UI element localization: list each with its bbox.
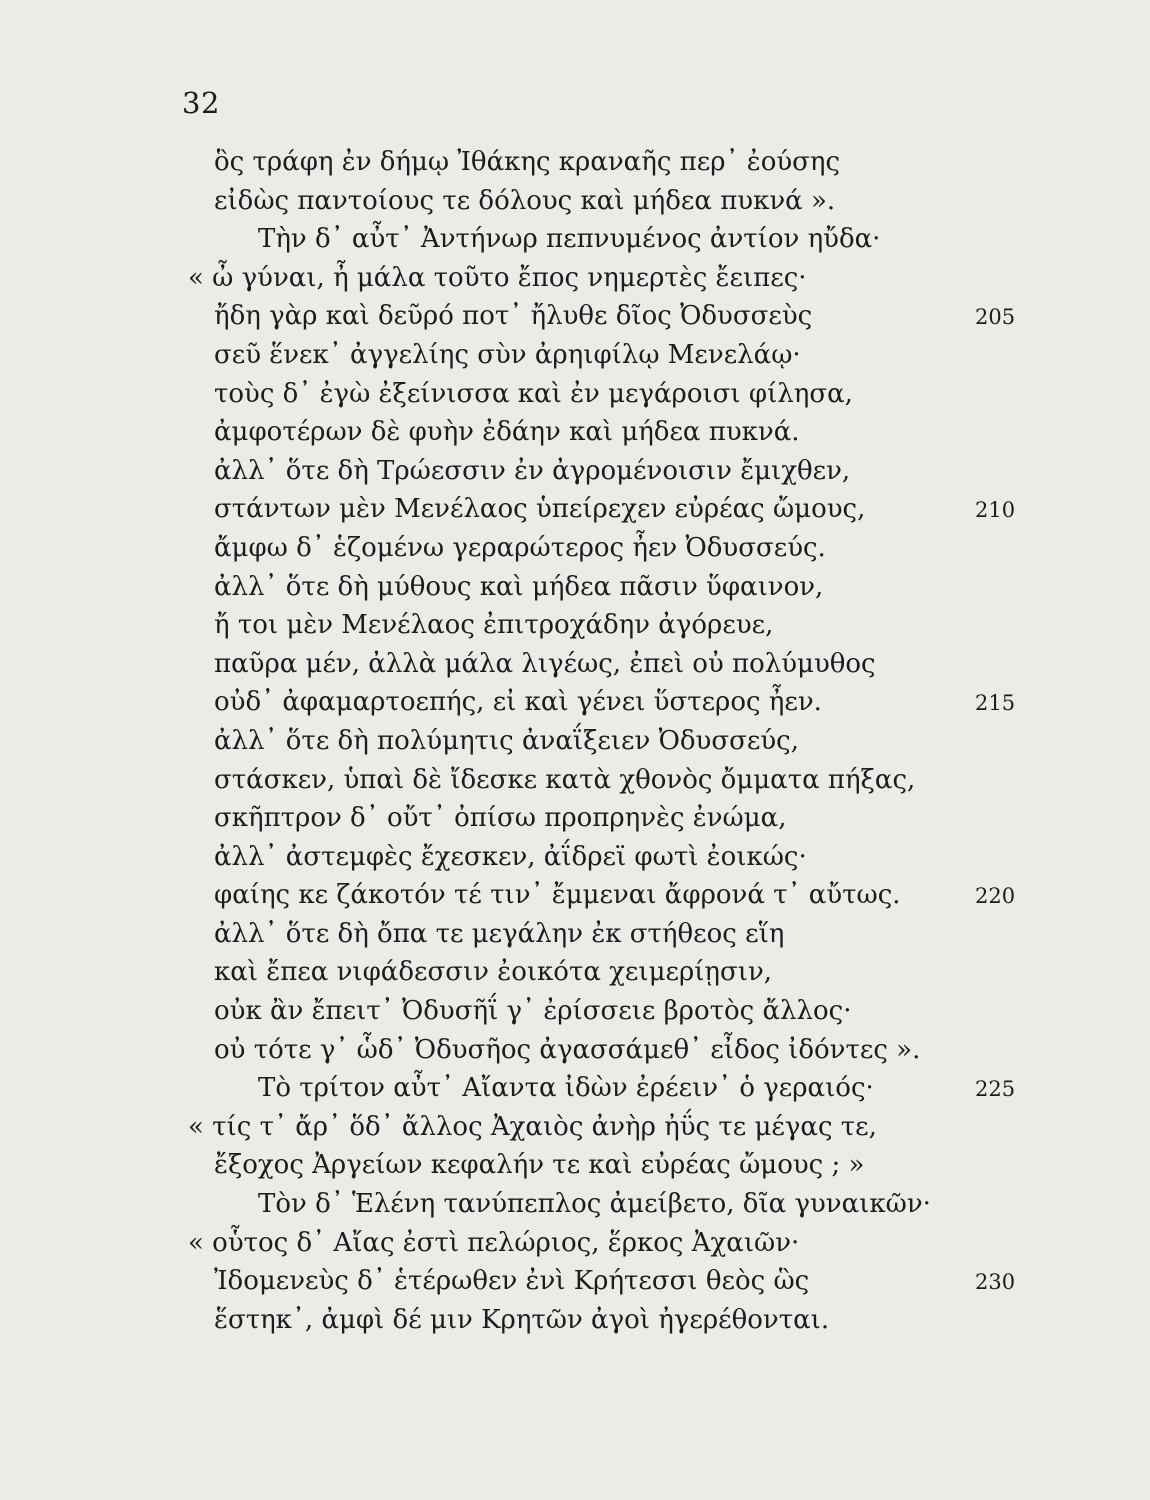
verse-line: [0, 182, 1150, 221]
verse-line: [0, 568, 1150, 607]
line-number: 210: [975, 498, 1016, 523]
verse-line: [0, 1146, 1150, 1185]
line-number: 225: [975, 1077, 1016, 1102]
verse-line: [0, 1108, 1150, 1147]
verse-text: ὃς τράφη ἐν δήμῳ Ἰθάκης κραναῆς περ᾽ ἐούσης: [214, 147, 841, 177]
verse-text: ἤδη γὰρ καὶ δεῦρό ποτ᾽ ἤλυθε δῖος Ὀδυσσεὺς: [214, 301, 813, 332]
verse-text: οὐδ᾽ ἀφαμαρτοεπής, εἰ καὶ γένει ὕστερος ἦεν.: [214, 687, 822, 718]
verse-text: σεῦ ἕνεκ᾽ ἀγγελίης σὺν ἀρηιφίλῳ Μενελάῳ·: [214, 339, 801, 370]
verse-line: [0, 876, 1150, 915]
verse-text: ἤ τοι μὲν Μενέλαος ἐπιτροχάδην ἀγόρευε,: [214, 610, 774, 641]
verse-line: [0, 761, 1150, 800]
verse-text: σκῆπτρον δ᾽ οὔτ᾽ ὀπίσω προπρηνὲς ἐνώμα,: [214, 803, 787, 834]
verse-text: καὶ ἔπεα νιφάδεσσιν ἐοικότα χειμερίῃσιν,: [214, 957, 773, 988]
verse-line: [0, 143, 1150, 182]
verse-text: παῦρα μέν, ἀλλὰ μάλα λιγέως, ἐπεὶ οὐ πολύμυθος: [214, 648, 876, 679]
verse-text: ἀλλ᾽ ὅτε δὴ Τρώεσσιν ἐν ἀγρομένοισιν ἔμιχθεν,: [214, 455, 851, 486]
verse-text: Τὴν δ᾽ αὖτ᾽ Ἀντήνωρ πεπνυμένος ἀντίον ηὔδα·: [258, 224, 881, 255]
verse-text: στάντων μὲν Μενέλαος ὑπείρεχεν εὐρέας ὤμους,: [214, 494, 866, 525]
verse-line: [0, 297, 1150, 336]
verse-line: [0, 1185, 1150, 1224]
line-number: 215: [975, 691, 1016, 716]
verse-line: [0, 220, 1150, 259]
verse-text: φαίης κε ζάκοτόν τέ τιν᾽ ἔμμεναι ἄφρονά τ᾽ αὔτως.: [214, 880, 901, 911]
verse-line: [0, 375, 1150, 414]
verse-line: [0, 336, 1150, 375]
verse-text: Ἰδομενεὺς δ᾽ ἑτέρωθεν ἐνὶ Κρήτεσσι θεὸς ὣς: [214, 1266, 810, 1297]
verse-text: ἔξοχος Ἀργείων κεφαλήν τε καὶ εὐρέας ὤμους ; »: [214, 1150, 865, 1181]
verse-line: [0, 413, 1150, 452]
verse-line: [0, 838, 1150, 877]
line-number: 230: [975, 1270, 1016, 1295]
verse-line: [0, 722, 1150, 761]
verse-text: « τίς τ᾽ ἄρ᾽ ὅδ᾽ ἄλλος Ἀχαιὸς ἀνὴρ ἠΰς τε μέγας τε,: [188, 1111, 877, 1142]
verse-block: [0, 143, 1150, 1339]
verse-line: [0, 1301, 1150, 1340]
verse-text: ἀλλ᾽ ὅτε δὴ πολύμητις ἀναΐξειεν Ὀδυσσεύς,: [214, 725, 799, 756]
verse-line: [0, 992, 1150, 1031]
verse-line: [0, 1031, 1150, 1070]
verse-text: ἀμφοτέρων δὲ φυὴν ἐδάην καὶ μήδεα πυκνά.: [214, 417, 800, 448]
verse-text: ἀλλ᾽ ὅτε δὴ μύθους καὶ μήδεα πᾶσιν ὕφαινον,: [214, 571, 824, 602]
verse-text: ἕστηκ᾽, ἀμφὶ δέ μιν Κρητῶν ἀγοὶ ἠγερέθονται.: [214, 1304, 830, 1335]
verse-line: [0, 915, 1150, 954]
verse-text: τοὺς δ᾽ ἐγὼ ἐξείνισσα καὶ ἐν μεγάροισι φίλησα,: [214, 378, 853, 409]
verse-text: εἰδὼς παντοίους τε δόλους καὶ μήδεα πυκνά ».: [214, 185, 836, 216]
verse-line: [0, 799, 1150, 838]
verse-text: « ὦ γύναι, ἦ μάλα τοῦτο ἔπος νημερτὲς ἔειπες·: [188, 262, 807, 293]
verse-text: Τὸ τρίτον αὖτ᾽ Αἴαντα ἰδὼν ἐρέειν᾽ ὁ γεραιός·: [258, 1073, 874, 1104]
verse-text: στάσκεν, ὑπαὶ δὲ ἴδεσκε κατὰ χθονὸς ὄμματα πήξας,: [214, 764, 916, 795]
line-number: 220: [975, 884, 1016, 909]
verse-text: οὐ τότε γ᾽ ὧδ᾽ Ὀδυσῆος ἀγασσάμεθ᾽ εἶδος ἰδόντες ».: [214, 1034, 921, 1065]
page-number: 32: [182, 86, 220, 120]
verse-line: [0, 259, 1150, 298]
verse-line: [0, 490, 1150, 529]
line-number: 205: [975, 305, 1016, 330]
verse-line: [0, 606, 1150, 645]
verse-line: [0, 529, 1150, 568]
verse-line: [0, 1069, 1150, 1108]
verse-line: [0, 452, 1150, 491]
verse-line: [0, 953, 1150, 992]
verse-line: [0, 645, 1150, 684]
verse-text: ἀλλ᾽ ὅτε δὴ ὄπα τε μεγάλην ἐκ στήθεος εἵη: [214, 918, 785, 949]
verse-line: [0, 1224, 1150, 1263]
verse-text: ἀλλ᾽ ἀστεμφὲς ἔχεσκεν, ἀΐδρεϊ φωτὶ ἐοικώς·: [214, 841, 807, 872]
verse-text: « οὗτος δ᾽ Αἴας ἐστὶ πελώριος, ἕρκος Ἀχαιῶν·: [188, 1227, 800, 1258]
verse-text: ἄμφω δ᾽ ἑζομένω γεραρώτερος ἦεν Ὀδυσσεύς.: [214, 532, 826, 563]
verse-line: [0, 683, 1150, 722]
verse-text: Τὸν δ᾽ Ἑλένη τανύπεπλος ἀμείβετο, δῖα γυναικῶν·: [258, 1189, 931, 1220]
verse-line: [0, 1262, 1150, 1301]
verse-text: οὐκ ἂν ἔπειτ᾽ Ὀδυσῆΐ γ᾽ ἐρίσσειε βροτὸς ἄλλος·: [214, 996, 852, 1027]
